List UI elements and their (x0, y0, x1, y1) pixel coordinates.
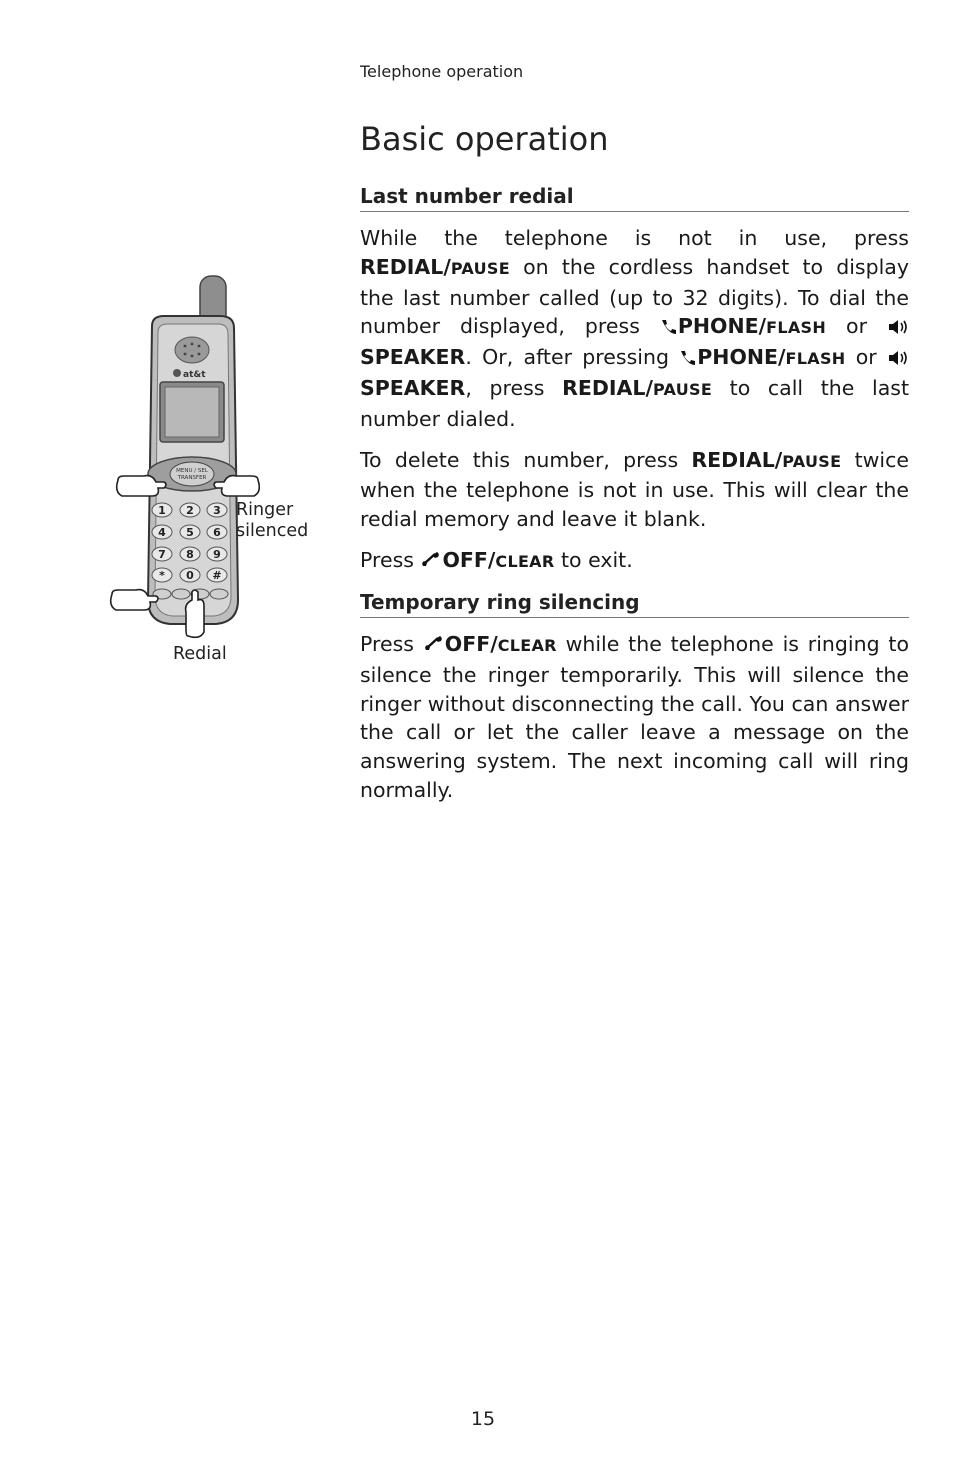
page-title: Basic operation (360, 120, 609, 158)
key-pause: PAUSE (450, 258, 510, 278)
handset-illustration (100, 270, 260, 640)
paragraph: To delete this number, press REDIAL/PAUSE twice when the telephone is not in use. This will clear the redial memory and leave it blank. (360, 447, 909, 532)
callout-redial: Redial (173, 644, 227, 664)
svg-text:5: 5 (186, 526, 194, 539)
svg-text:#: # (212, 569, 222, 582)
key-off: OFF/ (444, 632, 498, 656)
svg-text:*: * (159, 569, 165, 582)
svg-text:6: 6 (213, 526, 221, 539)
svg-text:3: 3 (213, 504, 221, 517)
section-temporary-ring-silencing (360, 590, 909, 805)
callout-ringer-line2: silenced (236, 521, 309, 541)
callout-ringer-line1: Ringer (236, 500, 294, 520)
speaker-icon (887, 349, 909, 367)
key-redial: REDIAL/ (360, 254, 451, 279)
page-number: 15 (470, 1408, 496, 1430)
svg-text:2: 2 (186, 504, 194, 517)
section-heading: Temporary ring silencing (360, 590, 909, 618)
section-heading: Last number redial (360, 184, 909, 212)
svg-text:MENU / SEL: MENU / SEL (176, 468, 208, 474)
svg-text:1: 1 (158, 504, 166, 517)
svg-text:8: 8 (186, 548, 194, 561)
callout-ringer-silenced (236, 500, 308, 542)
key-flash: FLASH (766, 318, 827, 338)
brand-logo: at&t (183, 370, 206, 380)
paragraph: Press OFF/CLEAR to exit. (360, 547, 633, 572)
svg-text:7: 7 (158, 548, 166, 561)
phone-icon (660, 318, 678, 336)
svg-text:TRANSFER: TRANSFER (177, 475, 207, 481)
key-speaker: SPEAKER (360, 375, 466, 400)
key-off: OFF/ (442, 547, 496, 572)
paragraph: While the telephone is not in use, press REDIAL/PAUSE on the cordless handset to display the last number called (up to 32 digits). To dial the number displayed, press PHONE/FLASH or SPEAKER. Or, after pressing PHONE/FLASH or SPEAKER, press REDIAL/PAUSE to call the last number dialed. (360, 226, 909, 431)
running-head: Telephone operation (360, 62, 524, 81)
earpiece (175, 337, 209, 363)
key-pause: PAUSE (782, 451, 842, 471)
key-phone: PHONE/ (697, 345, 786, 370)
key-redial: REDIAL/ (691, 447, 783, 472)
key-speaker: SPEAKER (360, 345, 466, 370)
svg-text:9: 9 (213, 548, 221, 561)
key-redial: REDIAL/ (562, 375, 653, 400)
section-last-number-redial (360, 184, 909, 577)
key-flash: FLASH (785, 349, 846, 369)
key-pause: PAUSE (652, 379, 713, 399)
key-phone: PHONE/ (677, 314, 767, 339)
paragraph: Press OFF/CLEAR while the telephone is ringing to silence the ringer temporarily. This will silence the ringer without disconnecting the call. You can answer the call or let the caller leave a message on the answering system. The next incoming call will ring normally. (360, 632, 909, 802)
key-clear: CLEAR (495, 551, 555, 571)
off-handset-icon (423, 634, 445, 654)
svg-text:4: 4 (158, 526, 166, 539)
speaker-icon (887, 318, 909, 336)
key-clear: CLEAR (497, 636, 557, 655)
phone-icon (679, 349, 697, 367)
off-handset-icon (420, 550, 442, 570)
svg-text:0: 0 (186, 569, 194, 582)
